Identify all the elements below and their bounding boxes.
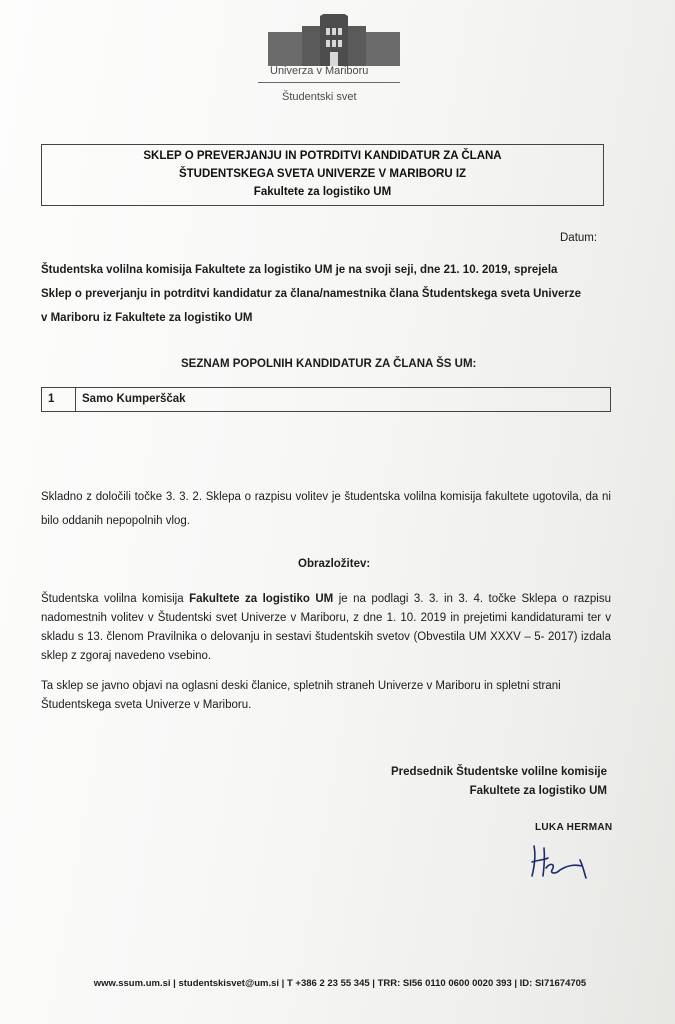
- candidate-name: Samo Kumperščak: [82, 393, 186, 405]
- date-label: Datum:: [560, 232, 598, 244]
- footer-contact: www.ssum.um.si | studentskisvet@um.si | T +386 2 23 55 345 | TRR: SI56 0110 0600 0020 393 | ID: SI71674705: [93, 978, 587, 989]
- logo-text: Univerza v Mariboru: [270, 65, 369, 77]
- obrazlozitev-heading: Obrazložitev:: [298, 558, 371, 570]
- title-line-1: SKLEP O PREVERJANJU IN POTRDITVI KANDIDATUR ZA ČLANA: [143, 150, 502, 162]
- document-title-box: [41, 144, 604, 206]
- signer-name: LUKA HERMAN: [535, 822, 613, 833]
- candidate-list-title: SEZNAM POPOLNIH KANDIDATUR ZA ČLANA ŠS UM:: [181, 358, 477, 370]
- title-line-2: ŠTUDENTSKEGA SVETA UNIVERZE V MARIBORU IZ: [178, 168, 467, 180]
- handwritten-signature: [528, 838, 598, 883]
- intro-line-1: Študentska volilna komisija Fakultete za logistiko UM je na svoji seji, dne 21. 10. 2019, sprejela: [41, 264, 558, 276]
- title-line-3: Fakultete za logistiko UM: [253, 186, 392, 198]
- publication-paragraph: Ta sklep se javno objavi na oglasni deski članice, spletnih straneh Univerze v Mariboru in spletni strani Študentskega sveta Univerze v Mariboru.: [41, 680, 561, 711]
- row-number: 1: [48, 393, 55, 405]
- row-divider: [75, 388, 76, 411]
- logo-subtitle: Študentski svet: [282, 91, 357, 103]
- intro-line-2: Sklep o preverjanju in potrditvi kandidatur za člana/namestnika člana Študentskega sveta Univerze: [41, 288, 582, 300]
- skladno-paragraph: Skladno z določili točke 3. 3. 2. Sklepa o razpisu volitev je študentska volilna komisija fakultete ugotovila, da ni bilo oddanih nepopolnih vlog.: [41, 491, 611, 527]
- table-row: [41, 387, 611, 412]
- obrazlozitev-faculty: Fakultete za logistiko UM: [189, 593, 334, 605]
- obrazlozitev-text-1: Študentska volilna komisija: [41, 593, 190, 605]
- intro-line-3: v Mariboru iz Fakultete za logistiko UM: [41, 312, 253, 324]
- logo-divider: [258, 82, 400, 83]
- signer-role-line-2: Fakultete za logistiko UM: [469, 785, 607, 797]
- university-logo-icon: [268, 14, 400, 66]
- obrazlozitev-text-2: je na podlagi 3. 3. in 3. 4. točke Sklepa o razpisu nadomestnih volitev v Študentski svet Univerze v Mariboru, z dne 1. 10. 2019 in prejetimi kandidaturami ter v skladu s 13. členom Pravilnika o delovanju in sestavi študentskih svetov (Obvestila UM XXXV – 5- 2017) izdala sklep z zgoraj navedeno vsebino.: [41, 593, 611, 662]
- obrazlozitev-paragraph: [41, 590, 611, 666]
- intro-paragraph: [41, 258, 611, 330]
- signer-role-line-1: Predsednik Študentske volilne komisije: [390, 766, 607, 778]
